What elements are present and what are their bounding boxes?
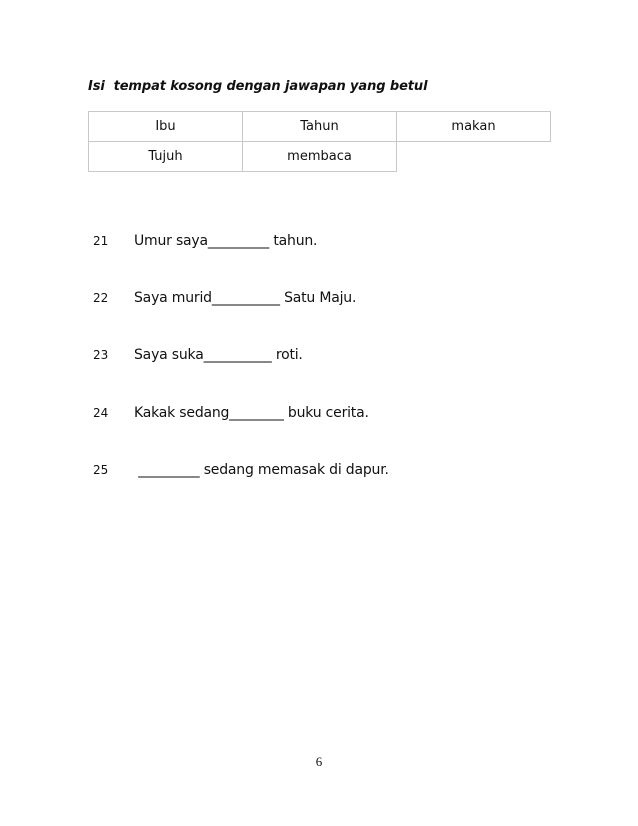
- question-number: 22: [93, 291, 109, 305]
- question-number: 25: [93, 463, 109, 477]
- word-bank-row: [89, 142, 551, 172]
- instruction-heading: Isi tempat kosong dengan jawapan yang betul: [88, 79, 428, 94]
- word-bank-table: [88, 111, 551, 172]
- word-bank-cell: Ibu: [89, 112, 243, 142]
- page-number: 6: [315, 754, 323, 769]
- question-text: Umur saya_________ tahun.: [134, 233, 318, 249]
- question-number: 21: [93, 234, 109, 248]
- word-bank-cell: Tujuh: [89, 142, 243, 172]
- question-text: _________ sedang memasak di dapur.: [134, 462, 389, 478]
- question-24: [0, 401, 638, 425]
- question-text: Kakak sedang________ buku cerita.: [134, 405, 369, 421]
- question-22: [0, 286, 638, 310]
- question-number: 23: [93, 348, 109, 362]
- question-21: [0, 229, 638, 253]
- question-25: [0, 458, 638, 482]
- word-bank-row: [89, 112, 551, 142]
- word-bank-cell: Tahun: [243, 112, 397, 142]
- word-bank-empty-cell: [397, 142, 551, 172]
- word-bank-cell: membaca: [243, 142, 397, 172]
- question-text: Saya murid__________ Satu Maju.: [134, 290, 357, 306]
- question-23: [0, 343, 638, 367]
- question-text: Saya suka__________ roti.: [134, 347, 303, 363]
- word-bank-cell: makan: [397, 112, 551, 142]
- question-number: 24: [93, 406, 109, 420]
